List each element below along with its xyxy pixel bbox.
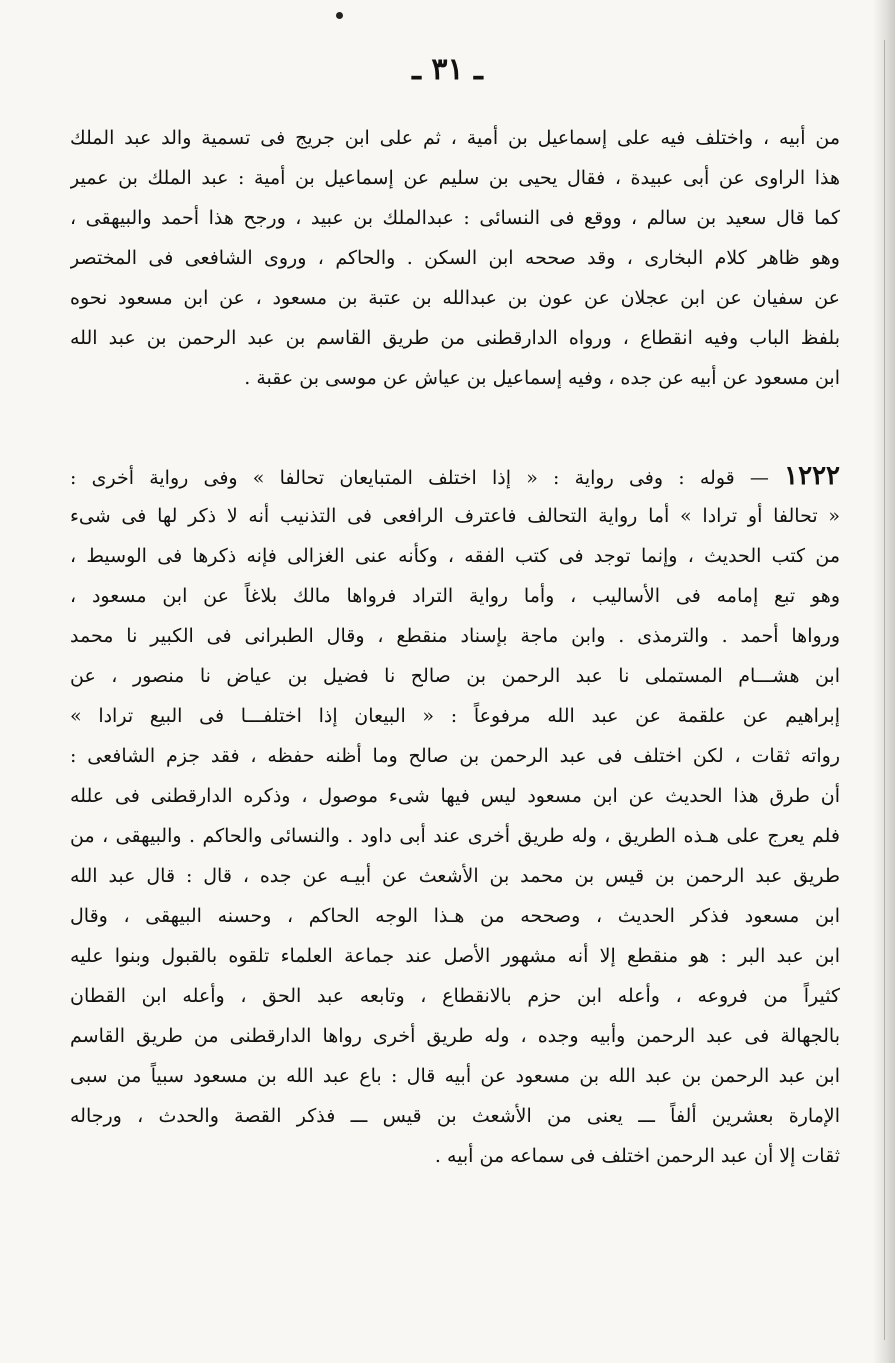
text-line: من كتب الحديث ، وإنما توجد فى كتب الفقه ، وكأنه عنى الغزالى فإنه ذكرها فى الوسيط ،	[70, 545, 840, 567]
text-line: هذا الراوى عن أبى عبيدة ، فقال يحيى بن سليم عن إسماعيل بن أمية : عبد الملك بن عمير	[70, 167, 840, 189]
text-line: أن طرق هذا الحديث عن ابن مسعود ليس فيها شىء موصول ، وذكره الدارقطنى فى علله	[70, 785, 840, 807]
text-line: إبراهيم عن علقمة عن عبد الله مرفوعاً : « البيعان إذا اختلفـــا فى البيع ترادا »	[70, 705, 840, 727]
hadith-number: ١٢٢٢	[784, 461, 840, 491]
text-line: ورواها أحمد . والترمذى . وابن ماجة بإسناد منقطع ، وقال الطبرانى فى الكبير نا محمد	[70, 625, 840, 647]
text-line: « تحالفا أو ترادا » أما رواية التحالف فاعترف الرافعى فى التذنيب أنه لا ذكر لها فى شىء	[70, 505, 840, 527]
text-line: الإمارة بعشرين ألفاً ـــ يعنى من الأشعث بن قيس ـــ فذكر القصة والحدث ، ورجاله	[70, 1105, 840, 1127]
paragraph-continued	[70, 118, 840, 398]
text-line: من أبيه ، واختلف فيه على إسماعيل بن أمية ، ثم على ابن جريج فى تسمية والد عبد الملك	[70, 127, 840, 149]
hadith-heading-line	[70, 456, 840, 496]
page-edge-line	[884, 40, 885, 1340]
text-line: بلفظ الباب وفيه انقطاع ، ورواه الدارقطنى من طريق القاسم بن عبد الرحمن بن عبد الله	[70, 327, 840, 349]
text-line: كما قال سعيد بن سالم ، ووقع فى النسائى : عبدالملك بن عبيد ، ورجح هذا أحمد والبيهقى ،	[70, 207, 840, 229]
text-line: ابن عبد الرحمن بن عبد الله بن مسعود عن أبيه قال : باع عبد الله بن مسعود سبياً من سبى	[70, 1065, 840, 1087]
text-line: ابن مسعود عن أبيه عن جده ، وفيه إسماعيل بن عياش عن موسى بن عقبة .	[244, 367, 840, 389]
paragraph-hadith	[70, 456, 840, 1176]
text-line: وهو ظاهر كلام البخارى ، وقد صححه ابن السكن . والحاكم ، وروى الشافعى فى المختصر	[70, 247, 840, 269]
text-line: ابن عبد البر : هو منقطع إلا أنه مشهور الأصل عند جماعة العلماء تلقوه بالقبول وبنوا عليه	[70, 945, 840, 967]
text-line: بالجهالة فى عبد الرحمن وأبيه وجده ، وله طريق أخرى رواها الدارقطنى من طريق القاسم	[70, 1025, 840, 1047]
text-line: رواته ثقات ، لكن اختلف فى عبد الرحمن بن صالح وما أظنه حفظه ، فقد جزم الشافعى :	[70, 745, 840, 767]
text-line: وهو تبع إمامه فى الأساليب ، وأما رواية التراد فرواها مالك بلاغاً عن ابن مسعود ،	[70, 585, 840, 607]
text-line: ابن مسعود فذكر الحديث ، وصححه من هـذا الوجه الحاكم ، وحسنه البيهقى ، وقال	[70, 905, 840, 927]
text-line: فلم يعرج على هـذه الطريق ، وله طريق أخرى عند أبى داود . والنسائى والحاكم . والبيهقى ، من	[70, 825, 840, 847]
text-line: ابن هشـــام المستملى نا عبد الرحمن بن صالح نا فضيل بن عياض نا منصور ، عن	[70, 665, 840, 687]
text-line: طريق عبد الرحمن بن قيس بن محمد بن الأشعث عن أبيـه عن جده ، قال : قال عبد الله	[70, 865, 840, 887]
hadith-heading-text: — قوله : وفى رواية : « إذا اختلف المتبايعان تحالفا » وفى رواية أخرى :	[70, 467, 769, 489]
ink-dot	[336, 12, 343, 19]
page-number: ـ ٣١ ـ	[412, 52, 483, 87]
text-line: كثيراً من فروعه ، وأعله ابن حزم بالانقطاع ، وتابعه عبد الحق ، وأعله ابن القطان	[70, 985, 840, 1007]
text-line: عن سفيان عن ابن عجلان عن عون بن عبدالله بن عتبة بن مسعود ، عن ابن مسعود نحوه	[70, 287, 840, 309]
text-line: ثقات إلا أن عبد الرحمن اختلف فى سماعه من أبيه .	[434, 1145, 840, 1167]
